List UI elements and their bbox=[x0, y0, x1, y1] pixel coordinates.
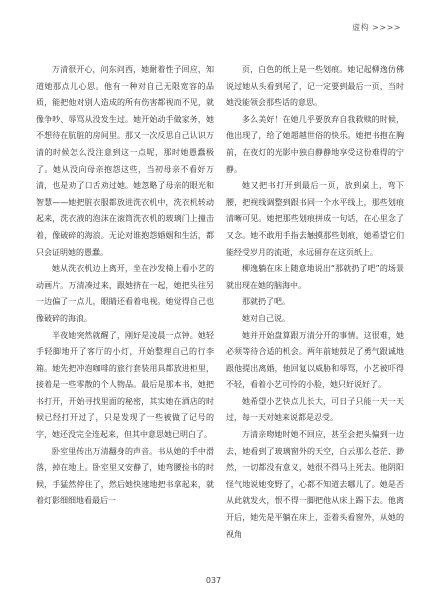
paragraph: 她希望小艺快点儿长大，可日子只能一天一天过，每一天对她来说都是忍受。 bbox=[226, 396, 404, 423]
paragraph: 柳逸躺在床上随意地说出“那就扔了吧”的场景就出现在她的脑海中。 bbox=[226, 264, 404, 290]
paragraph: 万清亲吻她时她不回应，甚至会把头偏到一边去，她看到了玻璃窗外的天空，白云那么苍茫、渺然，一切都没有意义，她很不得马上死去。他阴阳怪气地说她变野了，心都不知道去哪儿了。她是否从此就发火，恨不得一脚把他从床上踢下去。他离开后，她先是平躺在床上，歪着头看窗外，从她的视角 bbox=[226, 430, 404, 539]
right-column bbox=[226, 62, 404, 543]
page-number: 037 bbox=[205, 576, 222, 585]
paragraph: 页，白色的纸上是一些划痕。她记起柳逸仿佛说过她从头看到尾了，记一定要到最后一页，当时她没能领会那些话的意思。 bbox=[226, 65, 404, 108]
paragraph: 她从洗衣机边上离开，坐在沙发椅上看小艺的动画片。万清凑过来，跟她挤在一起，她把头往另一边偏了一点儿，眼睛还看着电视。她觉得自己也像破碎的海浪。 bbox=[36, 264, 214, 323]
paragraph: 她并开始盘算跟万清分开的事情。这很难，她必须等待合适的机会。两年前她鼓足了勇气跟诚地跟他提出离婚，他回复以威胁和辱骂，小艺被吓得不轻，看着小艺可怜的小脸，她只好说好了。 bbox=[226, 330, 404, 390]
paragraph: 那就扔了吧。 bbox=[242, 297, 290, 307]
paragraph: 多么美好！在她几乎要放弃自我救赎的时候，他出现了，给了她超越世俗的快乐。她把书抱在胸前，在夜灯的光影中独自静静地享受这份难得的宁静。 bbox=[226, 114, 404, 174]
paragraph: 她又把书打开到最后一页，放到桌上，弯下腰，把视线调整到跟书同一个水平线上，那些划痕清晰可见。她把那些划痕拼成一句话，在心里念了又念。她不敢用手指去触摸那些划痕，她希望它们能经受岁月的流逝，永远留存在这页纸上。 bbox=[226, 181, 404, 257]
running-header: 虚构 >>>> bbox=[352, 23, 401, 32]
left-column bbox=[36, 62, 214, 510]
paragraph: 她对自己说。 bbox=[242, 313, 290, 323]
paragraph: 万清很开心，问东问西，她耐着性子回应，知道她那点儿心思。他有一种对自己无限宽容的品质，能把他对别人造成的所有伤害都视而不见，就像争吵、辱骂从没发生过。她开始动手做家务，她不想待在肮脏的房间里。那又一次反思自己认识万清的时候怎么没注意到这一点呢，那时她愚蠢极了。她从没向母亲抱怨这些，当初母亲不看好万清，也是劝了口舌劝过她。她忽略了母亲的眼光和智慧——她把脏衣服都放进洗衣机中，洗衣机转动起来，洗衣液的泡沫在滚筒洗衣机的玻璃门上撞击着，像破碎的海浪。无论对谁抱怨婚姻和生活，都只会证明她的愚蠢。 bbox=[36, 65, 214, 257]
paragraph: 半夜她突然就醒了，刚好是凌晨一点钟。她轻手轻脚地开了客厅的小灯，开始整理自己的行李箱。她先把冲泡咖啡的旅行套装用具都放进柜里，接着是一些零散的个人物品。最后是那本书，她把书打开，开始寻找里面的秘密，其实她在酒店的时候已经打开过了，只是发现了一些被做了记号的字，她还没完全连起来，但其中意思她已明白了。 bbox=[36, 330, 214, 440]
paragraph: 卧室里传出万清翻身的声音。书从她的手中滑落，掉在地上。卧室里又安静了，她弯腰捡书的时候，手猛然停住了，然后她快速地把书拿起来，就着灯影细细地看最后一 bbox=[36, 446, 214, 506]
